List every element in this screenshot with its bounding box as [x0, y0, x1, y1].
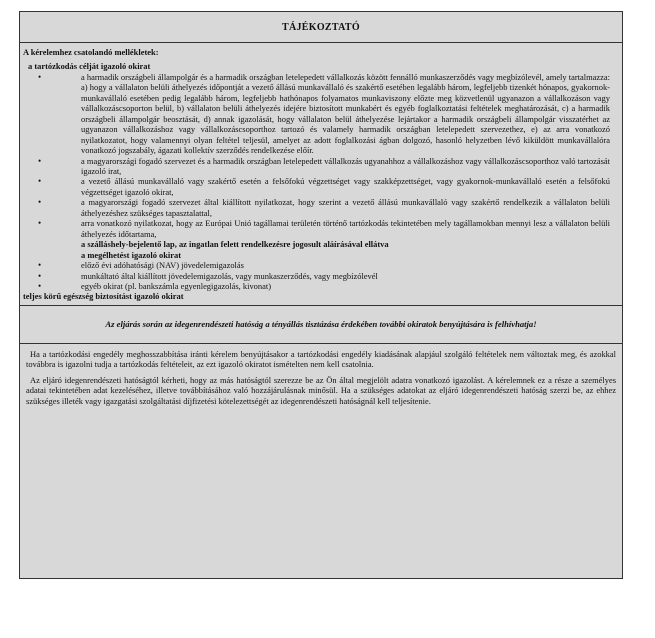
authority-notice: Az eljárás során az idegenrendészeti hatóság a tényállás tisztázása érdekében további okiratok benyújtására is felhívhatja! — [20, 306, 622, 344]
list-item: • a magyarországi fogadó szervezet által kiállított nyilatkozat, hogy szerint a vezető állású munkavállaló vagy szakértő rendelkezik a vállalaton belüli áthelyezéshez szükséges tapasztalattal, — [23, 197, 618, 218]
purpose-document-heading: a tartózkodás célját igazoló okirat — [28, 61, 151, 72]
attachments-heading: A kérelemhez csatolandó mellékletek: — [23, 47, 159, 57]
list-item: • munkáltató által kiállított jövedelemigazolás, vagy munkaszerződés, vagy megbízólevél — [23, 271, 618, 281]
accommodation-form-line: a szálláshely-bejelentő lap, az ingatlan felett rendelkezésre jogosult aláírásával ellátva — [81, 239, 389, 250]
income-document-list — [23, 260, 618, 291]
purpose-document-list — [23, 72, 618, 239]
subsistence-heading: a megélhetést igazoló okirat — [81, 249, 182, 260]
list-item: • a vezető állású munkavállaló vagy szakértő esetén a felsőfokú végzettséget vagy szakképzettséget, vagy gyakornok-munkavállaló esetén a felsőfokú végzettséget igazoló okirat, — [23, 176, 618, 197]
list-item: • egyéb okirat (pl. bankszámla egyenlegigazolás, kivonat) — [23, 281, 618, 291]
information-sheet — [19, 11, 623, 579]
info-paragraph: Az eljáró idegenrendészeti hatóságtól kérheti, hogy az más hatóságtól szerezze be az Ön által megjelölt adatra vonatkozó igazolást. A kérelemnek ez a része a személyes adatai tekintetében adat kezeléséhez, illetve továbbításához való hozzájárulásnak minősül. Ha a szükséges adatokat az eljáró idegenrendészeti hatóság szerzi be, az ehhez szükséges illeték vagy igazgatási szolgáltatási díjfizetési kötelezettségét az idegenrendészeti hatóságnál kell teljesítenie. — [26, 374, 616, 406]
attachments-section — [20, 43, 622, 306]
list-item: • előző évi adóhatósági (NAV) jövedelemigazolás — [23, 260, 618, 270]
list-item: • arra vonatkozó nyilatkozat, hogy az Európai Unió tagállamai területén történő tartózkodás tekintetében mely tagállamokban mennyi lesz a vállalaton belüli áthelyezés időtartama, — [23, 218, 618, 239]
health-insurance-line: teljes körű egészség biztosítást igazoló okirat — [23, 291, 184, 302]
info-paragraph: Ha a tartózkodási engedély meghosszabbítása iránti kérelem benyújtásakor a tartózkodási engedély kiadásának alapjául szolgáló feltételek nem változtak meg, és azokkal továbbra is igazolni tudja a tartózkodás feltételeit, az ezt igazoló okiratot ismételten nem kell csatolnia. — [26, 348, 616, 370]
info-section — [20, 344, 622, 410]
list-item: • a magyarországi fogadó szervezet és a harmadik országban letelepedett vállalkozás ugyanahhoz a vállalkozáshoz vagy vállalkozáscsoporthoz való tartozását igazoló irat, — [23, 156, 618, 177]
list-item: • a harmadik országbeli állampolgár és a harmadik országban letelepedett vállalkozás között fennálló munkaszerződés vagy megbízólevél, amely tartalmazza: a) hogy a vállalaton belüli áthelyezés időpontját a vezető állású munkavállaló és szakértő esetében legalább három, legfeljebb tizenkét hónapos, gyakornok-munkavállaló esetében pedig legalább három, legfeljebb hathónapos folyamatos munkaviszony előzte meg közvetlenül ugyanazon a vállalkozáson vagy vállalkozáscsoporton belül, b) vállalaton belüli áthelyezés idejére biztosított munkabért és egyéb foglalkoztatási feltételek meghatározását, c) a harmadik országbeli állampolgár beosztását, d) annak igazolását, hogy vállalaton belül áthelyezése lejártakor a harmadik országbeli állampolgár visszatérhet az ugyanazon vállalkozáshoz vagy vállalkozáscsoporthoz tartozó és valamely harmadik országban letelepedett szervezethez, e) az arra vonatkozó nyilatkozatot, hogy valamennyi olyan feltétel teljesül, amelyet az adott foglalkozási ágban dolgozó, hasonló helyzetben lévő kiküldött munkavállalóra vonatkozó jogszabály, ágazati kollektív szerződés rendelkezése előír. — [23, 72, 618, 156]
sheet-title: TÁJÉKOZTATÓ — [20, 12, 622, 43]
